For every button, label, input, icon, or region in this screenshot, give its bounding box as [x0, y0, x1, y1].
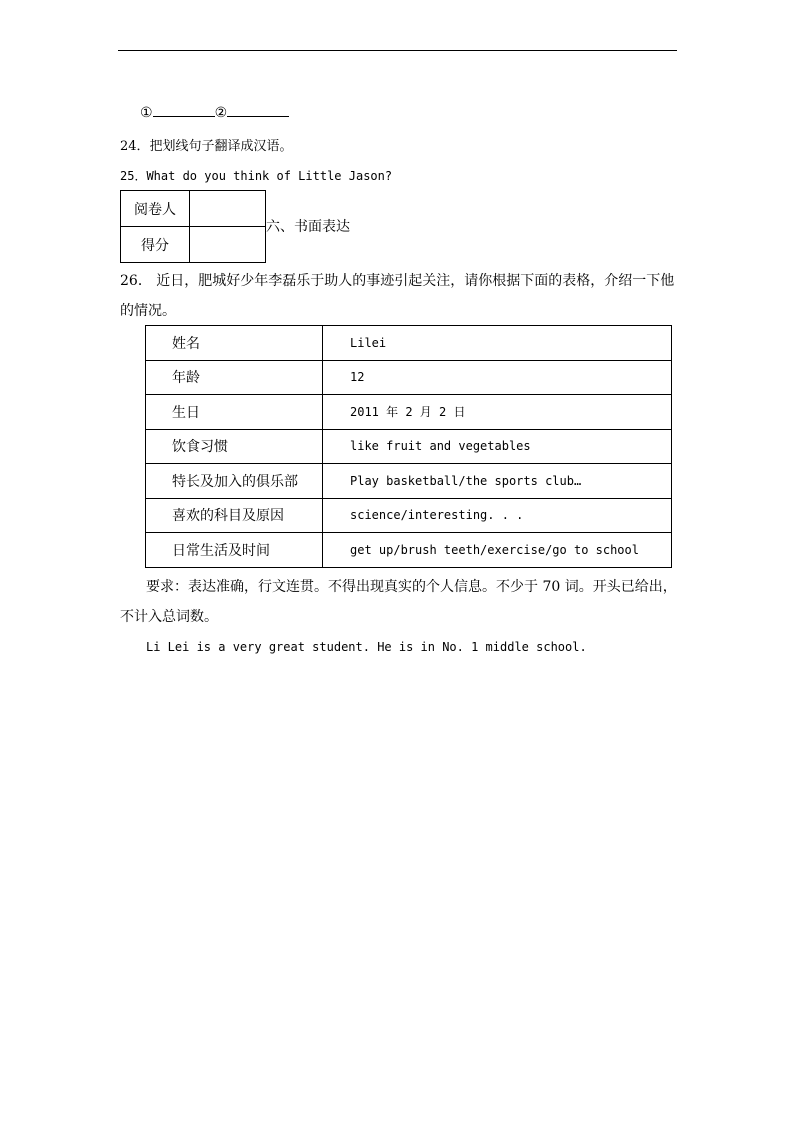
table-row: [146, 464, 672, 499]
answer-blank-1[interactable]: [153, 104, 215, 117]
blank-marker-2: ②: [214, 105, 228, 121]
table-row: [146, 429, 672, 464]
question-26-prompt-line2: 的情况。: [120, 303, 176, 319]
row-value: science/interesting. . .: [323, 498, 672, 533]
row-key: 饮食习惯: [146, 429, 323, 464]
row-value: like fruit and vegetables: [323, 429, 672, 464]
table-row: [146, 498, 672, 533]
blank-marker-1: ①: [140, 105, 153, 121]
question-25: 25．What do you think of Little Jason?: [120, 169, 393, 183]
row-value: Lilei: [323, 326, 672, 361]
requirement-line2: 不计入总词数。: [120, 609, 218, 625]
score-box: [120, 190, 266, 263]
row-key: 日常生活及时间: [146, 533, 323, 568]
row-key: 喜欢的科目及原因: [146, 498, 323, 533]
answer-blanks: [140, 104, 289, 121]
essay-opening: Li Lei is a very great student. He is in No. 1 middle school.: [146, 640, 587, 654]
row-value: Play basketball/the sports club…: [323, 464, 672, 499]
row-value: 12: [323, 360, 672, 395]
score-label: 得分: [121, 227, 190, 263]
row-key: 生日: [146, 395, 323, 430]
answer-blank-2[interactable]: [227, 104, 289, 117]
row-key: 特长及加入的俱乐部: [146, 464, 323, 499]
question-24: 24．把划线句子翻译成汉语。: [120, 139, 293, 154]
row-value: get up/brush teeth/exercise/go to school: [323, 533, 672, 568]
header-rule: [118, 50, 677, 51]
requirement-line1: 要求：表达准确，行文连贯。不得出现真实的个人信息。不少于 70 词。开头已给出，: [146, 579, 677, 595]
row-key: 姓名: [146, 326, 323, 361]
reviewer-cell[interactable]: [190, 191, 266, 227]
score-cell[interactable]: [190, 227, 266, 263]
table-row: [146, 360, 672, 395]
row-value: 2011 年 2 月 2 日: [323, 395, 672, 430]
row-key: 年龄: [146, 360, 323, 395]
table-row: [146, 395, 672, 430]
info-table: [145, 325, 672, 568]
table-row: [146, 533, 672, 568]
section-title: 六、书面表达: [266, 219, 350, 235]
question-26-prompt-line1: 26． 近日，肥城好少年李磊乐于助人的事迹引起关注，请你根据下面的表格，介绍一下他: [120, 273, 675, 289]
table-row: [146, 326, 672, 361]
reviewer-label: 阅卷人: [121, 191, 190, 227]
